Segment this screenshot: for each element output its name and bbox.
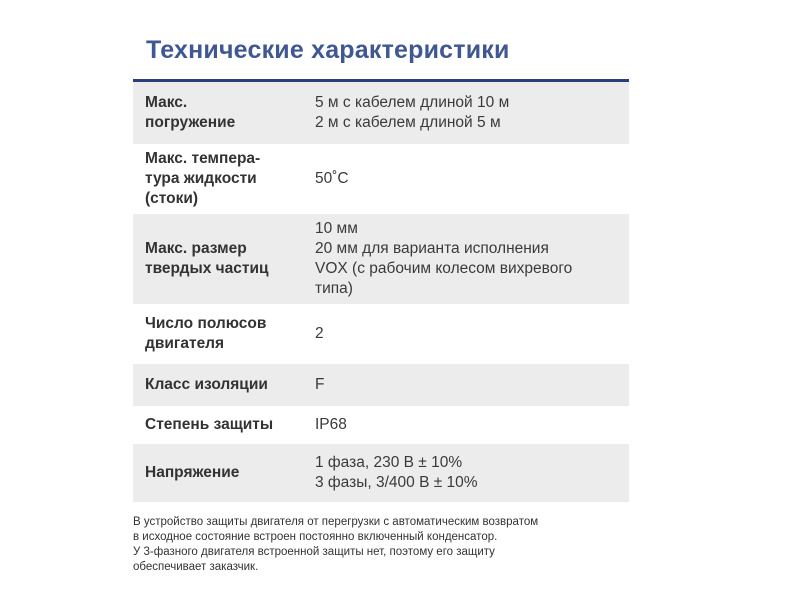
- spec-label: [133, 314, 313, 354]
- spec-value: [313, 93, 629, 133]
- spec-row-insulation-class: [133, 364, 629, 406]
- spec-value-line: 1 фаза, 230 В ± 10%: [315, 454, 463, 471]
- spec-row-max-solids-size: [133, 214, 629, 304]
- spec-value-line: 50˚C: [315, 170, 349, 187]
- spec-label-line: (стоки): [145, 190, 199, 207]
- spec-value: [313, 453, 629, 493]
- spec-label: [133, 375, 313, 395]
- spec-value-line: VOX (с рабочим колесом вихревого: [315, 260, 573, 277]
- spec-row-max-immersion: [133, 82, 629, 144]
- spec-value-line: 2 м с кабелем длиной 5 м: [315, 114, 501, 131]
- spec-label-line: Макс. размер: [145, 240, 247, 257]
- spec-label-line: Степень защиты: [145, 416, 274, 433]
- spec-label: [133, 239, 313, 279]
- spec-label: [133, 93, 313, 133]
- spec-value-line: F: [315, 376, 325, 393]
- footnote-line: В устройство защиты двигателя от перегрузки с автоматическим возвратом: [133, 516, 539, 528]
- spec-value-line: 10 мм: [315, 220, 358, 237]
- spec-value-line: 2: [315, 325, 324, 342]
- spec-value-line: 3 фазы, 3/400 В ± 10%: [315, 474, 478, 491]
- spec-label-line: Макс. темпера-: [145, 150, 261, 167]
- spec-label-line: тура жидкости: [145, 170, 257, 187]
- spec-label-line: погружение: [145, 114, 236, 131]
- spec-label-line: Число полюсов: [145, 315, 267, 332]
- footnote-line: обеспечивает заказчик.: [133, 561, 259, 573]
- spec-value-line: IP68: [315, 416, 347, 433]
- footnote: [133, 515, 633, 575]
- spec-label-line: Макс.: [145, 94, 188, 111]
- spec-label: [133, 149, 313, 209]
- spec-row-voltage: [133, 444, 629, 502]
- spec-value: [313, 219, 629, 299]
- footnote-line: в исходное состояние встроен постоянно включенный конденсатор.: [133, 531, 498, 543]
- spec-label-line: Класс изоляции: [145, 376, 268, 393]
- spec-row-max-liquid-temp: [133, 144, 629, 214]
- specs-table: [133, 82, 629, 502]
- spec-value: [313, 324, 629, 344]
- spec-label: [133, 463, 313, 483]
- spec-label: [133, 415, 313, 435]
- spec-value: [313, 415, 629, 435]
- spec-value-line: 5 м с кабелем длиной 10 м: [315, 94, 510, 111]
- spec-label-line: Напряжение: [145, 464, 240, 481]
- spec-row-motor-poles: [133, 304, 629, 364]
- spec-label-line: твердых частиц: [145, 260, 269, 277]
- spec-value-line: 20 мм для варианта исполнения: [315, 240, 549, 257]
- page-title: Технические характеристики: [146, 36, 510, 64]
- spec-row-protection-class: [133, 406, 629, 444]
- spec-value: [313, 375, 629, 395]
- spec-value: [313, 169, 629, 189]
- spec-label-line: двигателя: [145, 335, 225, 352]
- spec-value-line: типа): [315, 280, 353, 297]
- footnote-line: У 3-фазного двигателя встроенной защиты нет, поэтому его защиту: [133, 546, 495, 558]
